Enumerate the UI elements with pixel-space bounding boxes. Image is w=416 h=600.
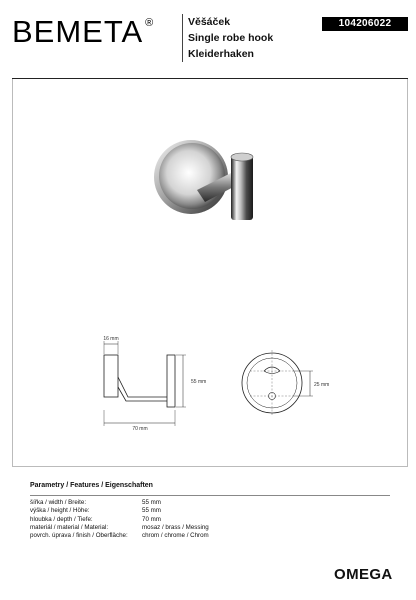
param-label: výška / height / Höhe: (30, 507, 90, 515)
registered-mark: ® (145, 17, 155, 29)
header-divider (182, 14, 183, 62)
product-name-de: Kleiderhaken (188, 48, 254, 60)
product-titles (188, 14, 273, 62)
param-label: šířka / width / Breite: (30, 499, 87, 506)
param-value: mosaz / brass / Messing (142, 523, 209, 531)
side-view-arm (118, 377, 167, 401)
param-value: 55 mm (142, 499, 161, 506)
side-view-knob (104, 355, 118, 397)
param-row-width (30, 499, 209, 507)
front-view (242, 350, 313, 416)
param-label: hloubka / depth / Tiefe: (30, 515, 93, 523)
hook-cylinder (231, 156, 253, 220)
hook-cap (231, 153, 253, 161)
side-view (104, 341, 186, 426)
dim-width-label: 70 mm (132, 426, 148, 432)
product-name-en: Single robe hook (188, 32, 274, 44)
rosette-face (159, 143, 225, 209)
dim-top-label: 16 mm (103, 336, 119, 342)
parameters-title: Parametry / Features / Eigenschaften (30, 482, 153, 489)
param-row-finish (30, 532, 209, 540)
parameters-rule (30, 495, 390, 496)
param-value: chrom / chrome / Chrom (142, 532, 209, 540)
param-value: 55 mm (142, 507, 161, 515)
series-name: OMEGA (334, 566, 393, 583)
brand-logo (12, 12, 178, 52)
side-view-plate (167, 355, 175, 407)
dim-height-label: 55 mm (191, 379, 207, 385)
product-code: 104206022 (322, 17, 408, 31)
brand-name: BEMETA (12, 14, 144, 49)
param-row-height (30, 507, 209, 515)
technical-drawing (90, 330, 350, 440)
param-value: 70 mm (142, 515, 161, 523)
param-row-depth (30, 516, 209, 524)
parameters-table (30, 499, 209, 540)
param-row-material (30, 524, 209, 532)
param-label: materiál / material / Material: (30, 523, 109, 531)
product-photo (145, 132, 275, 232)
dim-hole-label: 25 mm (314, 382, 330, 388)
product-name-cz: Věšáček (188, 16, 231, 28)
param-label: povrch. úprava / finish / Oberfläche: (30, 532, 128, 540)
